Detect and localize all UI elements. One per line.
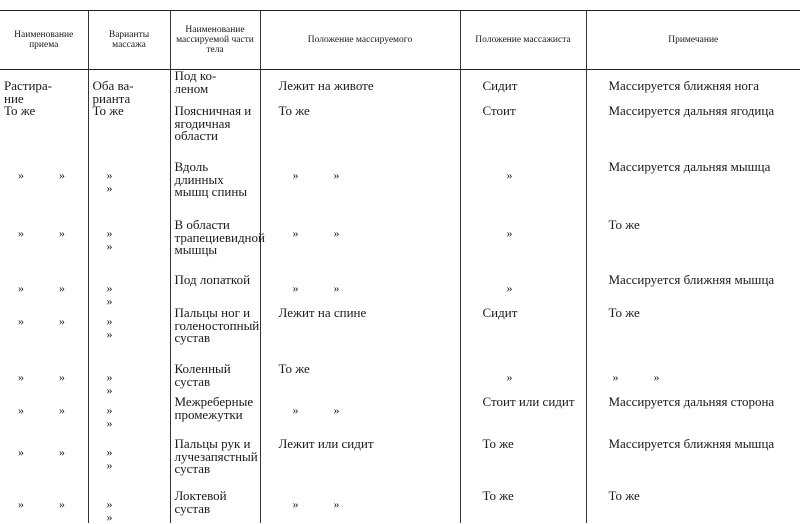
cell-variant (88, 161, 170, 219)
cell-therapist (460, 219, 586, 274)
table-row (0, 396, 800, 438)
cell-therapist (460, 363, 586, 396)
patient-text: » » (292, 281, 356, 295)
patient-text: Лежит или сидит (278, 436, 374, 451)
note-text: То же (608, 305, 640, 320)
cell-therapist (460, 105, 586, 161)
cell-note (586, 70, 800, 106)
cell-therapist (460, 161, 586, 219)
cell-variant (88, 70, 170, 106)
variant-text: » » (106, 226, 129, 253)
header-technique-name: Наименование приема (0, 11, 88, 70)
cell-patient (260, 105, 460, 161)
cell-variant (88, 219, 170, 274)
therapist-text: Стоит или сидит (482, 394, 575, 409)
patient-text: То же (278, 361, 310, 376)
patient-text: » » (292, 226, 356, 240)
cell-variant (88, 307, 170, 363)
therapist-text: » (506, 168, 513, 182)
note-text: Массируется ближняя мышца (608, 272, 775, 287)
therapist-text: То же (482, 436, 514, 451)
name-text: » » (18, 497, 81, 511)
cell-variant (88, 274, 170, 307)
note-text: То же (608, 488, 640, 503)
cell-patient (260, 161, 460, 219)
cell-note (586, 219, 800, 274)
table-row (0, 438, 800, 490)
cell-therapist (460, 274, 586, 307)
cell-name (0, 105, 88, 161)
cell-name (0, 363, 88, 396)
cell-name (0, 438, 88, 490)
cell-part (170, 161, 260, 219)
name-text: Растира- ние (4, 78, 53, 106)
variant-text: » » (106, 497, 129, 524)
variant-text: » » (106, 168, 129, 195)
table-row (0, 274, 800, 307)
table-row (0, 219, 800, 274)
part-text: Пальцы ног и голеностопный сустав (174, 305, 260, 345)
cell-note (586, 161, 800, 219)
cell-therapist (460, 307, 586, 363)
patient-text: То же (278, 103, 310, 118)
cell-therapist (460, 438, 586, 490)
part-text: Коленный сустав (174, 361, 231, 389)
table-row (0, 307, 800, 363)
header-body-part: Наименование массируемой части тела (170, 11, 260, 70)
cell-part (170, 274, 260, 307)
note-text: То же (608, 217, 640, 232)
variant-text: » » (106, 370, 129, 397)
part-text: В области трапециевидной мышцы (174, 217, 265, 257)
cell-patient (260, 307, 460, 363)
name-text: То же (4, 103, 36, 118)
header-therapist-position: Положение массажиста (460, 11, 586, 70)
cell-patient (260, 70, 460, 106)
name-text: » » (18, 314, 81, 328)
note-text: Массируется дальняя ягодица (608, 103, 775, 118)
cell-part (170, 396, 260, 438)
cell-therapist (460, 70, 586, 106)
header-patient-position: Положение массируемого (260, 11, 460, 70)
massage-table (0, 10, 800, 523)
table-header (0, 11, 800, 70)
table-row (0, 105, 800, 161)
name-text: » » (18, 370, 81, 384)
cell-note (586, 438, 800, 490)
therapist-text: » (506, 281, 513, 295)
header-massage-variants: Варианты массажа (88, 11, 170, 70)
cell-part (170, 307, 260, 363)
cell-patient (260, 219, 460, 274)
variant-text: » » (106, 445, 129, 472)
cell-patient (260, 274, 460, 307)
name-text: » » (18, 445, 81, 459)
variant-text: Оба ва- рианта (92, 78, 134, 106)
cell-part (170, 490, 260, 523)
name-text: » » (18, 226, 81, 240)
cell-name (0, 396, 88, 438)
name-text: » » (18, 281, 81, 295)
part-text: Межреберные промежутки (174, 394, 254, 422)
part-text: Вдоль длинных мышц спины (174, 159, 248, 199)
variant-text: То же (92, 103, 124, 118)
cell-note (586, 396, 800, 438)
cell-variant (88, 105, 170, 161)
cell-variant (88, 363, 170, 396)
note-text: » » (612, 370, 676, 384)
part-text: Под ко- леном (174, 68, 217, 96)
patient-text: Лежит на спине (278, 305, 367, 320)
cell-variant (88, 438, 170, 490)
cell-name (0, 274, 88, 307)
cell-patient (260, 438, 460, 490)
name-text: » » (18, 168, 81, 182)
cell-patient (260, 396, 460, 438)
table-row (0, 161, 800, 219)
cell-note (586, 274, 800, 307)
cell-part (170, 217, 265, 274)
cell-patient (260, 363, 460, 396)
cell-patient (260, 490, 460, 523)
table-row (0, 490, 800, 523)
therapist-text: То же (482, 488, 514, 503)
note-text: Массируется дальняя мышца (608, 159, 771, 174)
variant-text: » » (106, 314, 129, 341)
cell-name (0, 70, 88, 106)
variant-text: » » (106, 281, 129, 308)
table-row (0, 363, 800, 396)
cell-name (0, 219, 88, 274)
cell-therapist (460, 396, 586, 438)
therapist-text: Сидит (482, 305, 518, 320)
note-text: Массируется ближняя мышца (608, 436, 775, 451)
therapist-text: » (506, 370, 513, 384)
cell-therapist (460, 490, 586, 523)
note-text: Массируется дальняя сторона (608, 394, 775, 409)
therapist-text: » (506, 226, 513, 240)
part-text: Под лопаткой (174, 272, 251, 287)
part-text: Пальцы рук и лучезапястный сустав (174, 436, 258, 476)
cell-note (586, 363, 800, 396)
variant-text: » » (106, 403, 129, 430)
cell-part (170, 70, 260, 106)
header-note: Примечание (586, 11, 800, 70)
table-body (0, 70, 800, 524)
therapist-text: Сидит (482, 78, 518, 93)
patient-text: » » (292, 168, 356, 182)
cell-name (0, 307, 88, 363)
cell-note (586, 307, 800, 363)
cell-variant (88, 490, 170, 523)
patient-text: » » (292, 497, 356, 511)
part-text: Локтевой сустав (174, 488, 227, 516)
part-text: Поясничная и ягодичная области (174, 103, 252, 143)
therapist-text: Стоит (482, 103, 516, 118)
patient-text: Лежит на животе (278, 78, 374, 93)
cell-part (170, 438, 260, 490)
patient-text: » » (292, 403, 356, 417)
cell-part (170, 363, 260, 396)
cell-note (586, 105, 800, 161)
cell-note (586, 490, 800, 523)
name-text: » » (18, 403, 81, 417)
cell-variant (88, 396, 170, 438)
cell-name (0, 490, 88, 523)
table-row (0, 70, 800, 106)
note-text: Массируется ближняя нога (608, 78, 760, 93)
cell-name (0, 161, 88, 219)
cell-part (170, 105, 260, 161)
